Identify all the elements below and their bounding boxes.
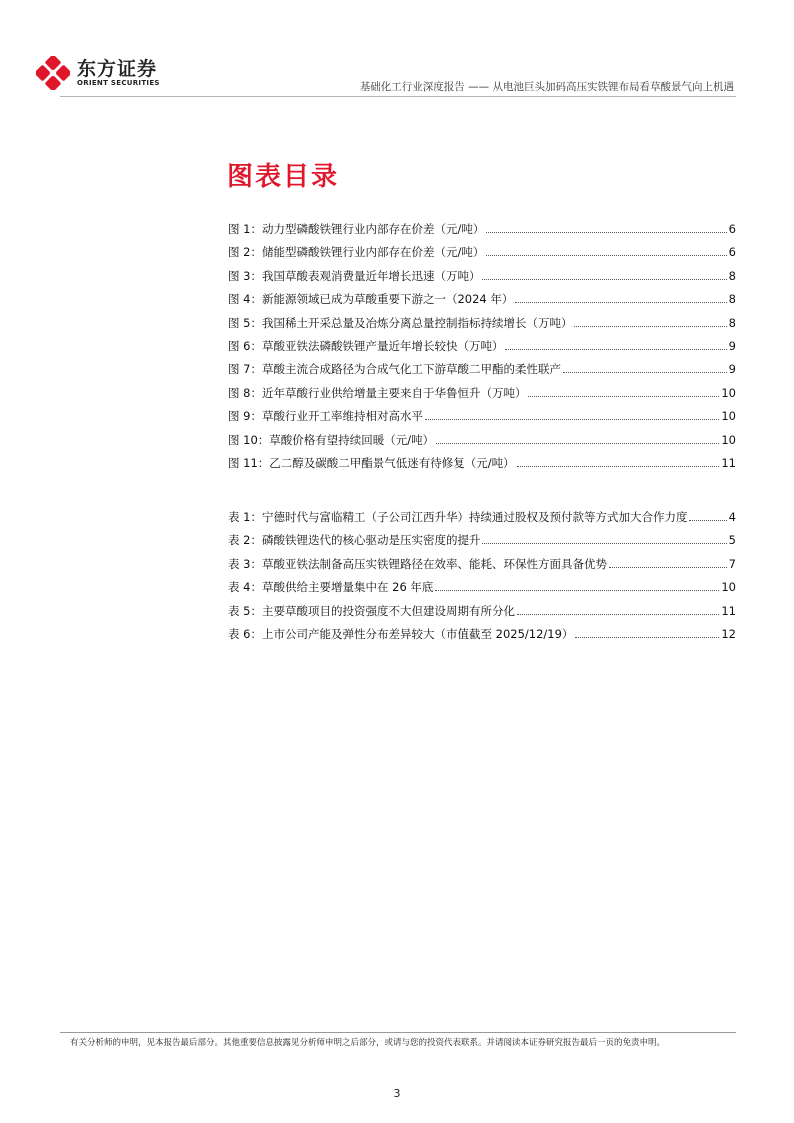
toc-entry-label: 图 7：草酸主流合成路径为合成气化工下游草酸二甲酯的柔性联产 bbox=[228, 362, 561, 377]
toc-entry-figure[interactable] bbox=[228, 315, 736, 338]
toc-entry-label: 表 6：上市公司产能及弹性分布差异较大（市值截至 2025/12/19） bbox=[228, 626, 574, 641]
orient-logo-icon bbox=[36, 56, 70, 90]
toc-entry-label: 表 4：草酸供给主要增量集中在 26 年底 bbox=[228, 580, 434, 595]
leader-dots bbox=[436, 443, 719, 444]
leader-dots bbox=[486, 232, 726, 233]
toc-entry-table[interactable] bbox=[228, 626, 736, 649]
leader-dots bbox=[505, 349, 726, 350]
leader-dots bbox=[435, 590, 719, 591]
toc-entry-table[interactable] bbox=[228, 532, 736, 555]
toc-entry-label: 表 5：主要草酸项目的投资强度不大但建设周期有所分化 bbox=[228, 603, 515, 618]
toc-entry-figure[interactable] bbox=[228, 432, 736, 455]
toc-entry-table[interactable] bbox=[228, 579, 736, 602]
toc-entry-table[interactable] bbox=[228, 556, 736, 579]
leader-dots bbox=[528, 396, 719, 397]
toc-entry-figure[interactable] bbox=[228, 455, 736, 478]
toc-entry-label: 图 4：新能源领域已成为草酸重要下游之一（2024 年） bbox=[228, 292, 514, 307]
toc-entry-page: 10 bbox=[721, 432, 736, 447]
toc-entry-label: 图 3：我国草酸表观消费量近年增长迅速（万吨） bbox=[228, 268, 481, 283]
toc-entry-page: 8 bbox=[728, 268, 736, 283]
toc-entry-figure[interactable] bbox=[228, 385, 736, 408]
toc-entry-figure[interactable] bbox=[228, 268, 736, 291]
toc-entry-figure[interactable] bbox=[228, 361, 736, 384]
toc-entry-page: 8 bbox=[728, 292, 736, 307]
toc-entry-page: 7 bbox=[728, 556, 736, 571]
toc-entry-label: 图 11：乙二醇及碳酸二甲酯景气低迷有待修复（元/吨） bbox=[228, 455, 515, 470]
toc-entry-page: 10 bbox=[721, 580, 736, 595]
toc-entry-page: 10 bbox=[721, 409, 736, 424]
toc-entry-page: 12 bbox=[721, 626, 736, 641]
toc-entry-label: 图 6：草酸亚铁法磷酸铁锂产量近年增长较快（万吨） bbox=[228, 338, 504, 353]
toc-entry-table[interactable] bbox=[228, 603, 736, 626]
leader-dots bbox=[482, 279, 726, 280]
toc-entry-figure[interactable] bbox=[228, 408, 736, 431]
toc-entry-table[interactable] bbox=[228, 509, 736, 532]
toc-entry-page: 10 bbox=[721, 385, 736, 400]
report-subtitle: 基础化工行业深度报告 —— 从电池巨头加码高压实铁锂布局看草酸景气向上机遇 bbox=[359, 81, 734, 93]
toc-entry-figure[interactable] bbox=[228, 291, 736, 314]
toc-entry-page: 8 bbox=[728, 315, 736, 330]
toc-entry-page: 6 bbox=[728, 222, 736, 236]
toc-entry-page: 9 bbox=[728, 338, 736, 353]
toc-entry-label: 图 5：我国稀土开采总量及冶炼分离总量控制指标持续增长（万吨） bbox=[228, 315, 573, 330]
toc-entry-label: 图 1：动力型磷酸铁锂行业内部存在价差（元/吨） bbox=[228, 222, 485, 236]
toc-entry-label: 图 2：储能型磷酸铁锂行业内部存在价差（元/吨） bbox=[228, 245, 485, 260]
leader-dots bbox=[563, 372, 727, 373]
leader-dots bbox=[689, 520, 726, 521]
leader-dots bbox=[515, 302, 726, 303]
table-list bbox=[228, 509, 736, 649]
toc-entry-figure[interactable] bbox=[228, 244, 736, 267]
toc-entry-page: 11 bbox=[721, 455, 736, 470]
company-logo bbox=[36, 54, 186, 94]
leader-dots bbox=[609, 567, 727, 568]
toc-entry-page: 4 bbox=[728, 510, 736, 524]
toc-entry-figure[interactable] bbox=[228, 338, 736, 361]
figure-list bbox=[228, 221, 736, 478]
toc-entry-label: 图 10：草酸价格有望持续回暖（元/吨） bbox=[228, 432, 435, 447]
toc-entry-page: 6 bbox=[728, 245, 736, 260]
toc-entry-page: 5 bbox=[728, 533, 736, 548]
toc-entry-label: 表 2：磷酸铁锂迭代的核心驱动是压实密度的提升 bbox=[228, 533, 481, 548]
leader-dots bbox=[574, 326, 726, 327]
brand-name-cn: 东方证券 bbox=[77, 58, 158, 80]
toc-entry-page: 9 bbox=[728, 362, 736, 377]
brand-name-en: ORIENT SECURITIES bbox=[77, 79, 160, 87]
toc-entry-page: 11 bbox=[721, 603, 736, 618]
header-divider bbox=[60, 96, 736, 97]
leader-dots bbox=[486, 255, 726, 256]
leader-dots bbox=[425, 419, 719, 420]
footer-disclaimer: 有关分析师的申明，见本报告最后部分。其他重要信息披露见分析师申明之后部分，或请与您的投资代表联系。并请阅读本证券研究报告最后一页的免责申明。 bbox=[70, 1038, 666, 1048]
page-number: 3 bbox=[393, 1087, 401, 1100]
toc-entry-figure[interactable] bbox=[228, 221, 736, 244]
leader-dots bbox=[575, 637, 719, 638]
toc-entry-label: 表 3：草酸亚铁法制备高压实铁锂路径在效率、能耗、环保性方面具备优势 bbox=[228, 556, 607, 571]
toc-entry-label: 表 1：宁德时代与富临精工（子公司江西升华）持续通过股权及预付款等方式加大合作力度 bbox=[228, 510, 688, 524]
leader-dots bbox=[517, 466, 720, 467]
page-title: 图表目录 bbox=[227, 162, 340, 192]
leader-dots bbox=[517, 614, 719, 615]
toc-entry-label: 图 9：草酸行业开工率维持相对高水平 bbox=[228, 409, 423, 424]
footer-divider bbox=[60, 1032, 736, 1033]
leader-dots bbox=[482, 543, 726, 544]
toc-entry-label: 图 8：近年草酸行业供给增量主要来自于华鲁恒升（万吨） bbox=[228, 385, 527, 400]
